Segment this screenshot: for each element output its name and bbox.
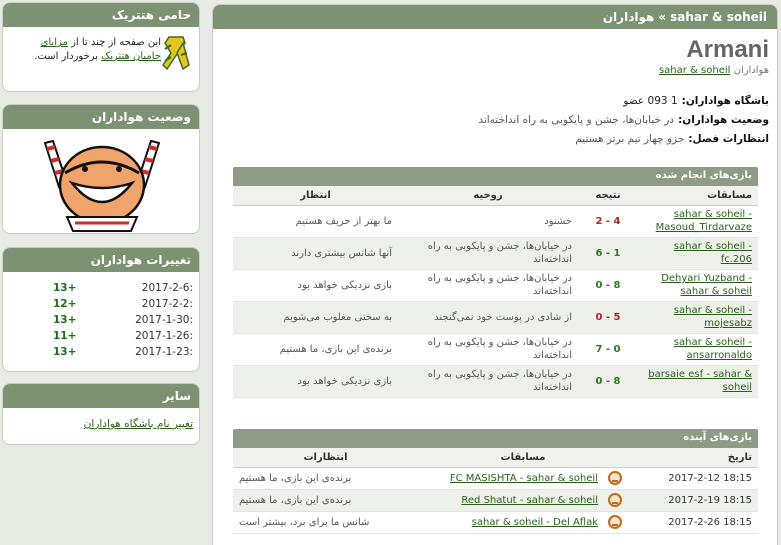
fan-changes-box bbox=[2, 247, 200, 372]
col-result: نتیجه bbox=[578, 186, 638, 205]
upcoming-match-row bbox=[233, 467, 758, 489]
fan-change-delta: +13 bbox=[53, 314, 77, 326]
played-match-mood: در خیابان‌ها، جشن و پایکوبی به راه انداخته‌اند bbox=[398, 333, 578, 365]
col-upcoming-expectations: انتظارات bbox=[233, 448, 418, 467]
played-match-score: 2 - 4 bbox=[578, 205, 638, 237]
fan-change-row bbox=[3, 328, 199, 344]
match-ball-icon bbox=[608, 471, 622, 485]
fan-change-date: 2017-2-6: bbox=[141, 282, 193, 294]
breadcrumb-separator: » bbox=[658, 10, 667, 24]
season-expectation-label: انتظارات فصل: bbox=[688, 133, 769, 145]
played-match-score: 0 - 8 bbox=[578, 365, 638, 397]
supporter-benefits-link[interactable]: مزایای حامیان هتتریک bbox=[40, 37, 161, 62]
fan-club-team-link[interactable]: sahar & soheil bbox=[658, 65, 731, 76]
fan-change-delta: +13 bbox=[53, 282, 77, 294]
upcoming-match-row bbox=[233, 489, 758, 511]
upcoming-match-date: 2017-2-26 18:15 bbox=[628, 511, 758, 533]
played-match-expectation: آنها شانس بیشتری دارند bbox=[233, 237, 398, 269]
played-match-score: 7 - 0 bbox=[578, 333, 638, 365]
played-match-link[interactable]: sahar & soheil - ansarronaldo bbox=[673, 337, 752, 361]
fan-change-row bbox=[3, 344, 199, 360]
played-match-row bbox=[233, 333, 758, 365]
fan-club-info bbox=[478, 95, 769, 152]
fan-mood-label: وضعیت هواداران: bbox=[678, 114, 769, 126]
col-matches: مسابقات bbox=[638, 186, 758, 205]
supporter-text-before: این صفحه از چند تا از bbox=[71, 37, 161, 48]
fan-mood-box bbox=[2, 104, 200, 234]
played-match-mood: از شادی در پوست خود نمی‌گنجند bbox=[398, 301, 578, 333]
fan-change-row bbox=[3, 296, 199, 312]
fan-mood-value: در خیابان‌ها، جشن و پایکوبی به راه انداخته‌اند bbox=[478, 114, 675, 126]
breadcrumb bbox=[213, 5, 777, 29]
played-match-expectation: به سختی مغلوب می‌شویم bbox=[233, 301, 398, 333]
fan-changes-table bbox=[3, 280, 199, 360]
fan-mood-cartoon-icon bbox=[27, 133, 177, 233]
fan-club-subtitle-label: هواداران bbox=[733, 65, 769, 76]
supporter-box-title: حامی هتتریک bbox=[3, 3, 199, 27]
played-match-score: 6 - 1 bbox=[578, 237, 638, 269]
played-match-link[interactable]: barsaie esf - sahar & soheil bbox=[648, 369, 752, 393]
upcoming-match-row bbox=[233, 511, 758, 533]
played-match-mood: خشنود bbox=[398, 205, 578, 237]
upcoming-match-date: 2017-2-19 18:15 bbox=[628, 489, 758, 511]
season-expectation-value: جزو چهار تیم برتر هستیم bbox=[575, 133, 685, 145]
supporter-text bbox=[13, 36, 161, 64]
other-box bbox=[2, 383, 200, 445]
main-panel bbox=[212, 4, 778, 545]
fan-change-date: 2017-1-23: bbox=[135, 346, 193, 358]
upcoming-match-link[interactable]: sahar & soheil - Del Aflak bbox=[471, 517, 598, 528]
played-matches-table bbox=[233, 186, 758, 398]
played-matches-title: بازی‌های انجام شده bbox=[233, 167, 758, 186]
col-upcoming-matches: مسابقات bbox=[418, 448, 628, 467]
breadcrumb-page: هواداران bbox=[602, 10, 655, 24]
rename-fan-club-link[interactable]: تغییر نام باشگاه هواداران bbox=[83, 418, 193, 430]
played-match-row bbox=[233, 301, 758, 333]
match-ball-icon bbox=[608, 493, 622, 507]
supporter-text-after: برخوردار است. bbox=[34, 51, 99, 62]
fan-change-date: 2017-1-30: bbox=[135, 314, 193, 326]
played-match-row bbox=[233, 365, 758, 397]
supporter-box bbox=[2, 2, 200, 92]
played-match-row bbox=[233, 237, 758, 269]
played-match-mood: در خیابان‌ها، جشن و پایکوبی به راه انداخته‌اند bbox=[398, 269, 578, 301]
upcoming-matches-table bbox=[233, 448, 758, 534]
fan-club-name: Armani bbox=[686, 36, 769, 63]
match-ball-icon bbox=[608, 515, 622, 529]
upcoming-match-expectation: شانس ما برای برد، بیشتر است bbox=[233, 511, 418, 533]
played-match-expectation: برنده‌ی این بازی، ما هستیم bbox=[233, 333, 398, 365]
fans-count-value: 1 093 عضو bbox=[623, 95, 678, 107]
upcoming-match-expectation: برنده‌ی این بازی، ما هستیم bbox=[233, 467, 418, 489]
played-match-score: 0 - 5 bbox=[578, 301, 638, 333]
fan-club-subtitle bbox=[659, 65, 769, 76]
fan-change-row bbox=[3, 312, 199, 328]
breadcrumb-club-link[interactable]: sahar & soheil bbox=[670, 10, 767, 24]
played-match-link[interactable]: sahar & soheil - mojesabz bbox=[673, 305, 752, 329]
upcoming-matches-title: بازی‌های آینده bbox=[233, 429, 758, 448]
fans-count-label: باشگاه هواداران: bbox=[681, 95, 769, 107]
fan-change-date: 2017-2-2: bbox=[141, 298, 193, 310]
supporter-scarf-icon bbox=[161, 35, 191, 73]
played-match-link[interactable]: sahar & soheil - fc.206 bbox=[673, 241, 752, 265]
played-match-expectation: ما بهتر از حریف هستیم bbox=[233, 205, 398, 237]
fan-changes-title: تغییرات هواداران bbox=[3, 248, 199, 272]
fan-change-row bbox=[3, 280, 199, 296]
col-mood: روحیه bbox=[398, 186, 578, 205]
col-date: تاریخ bbox=[628, 448, 758, 467]
played-match-link[interactable]: Dehyari Yuzband - sahar & soheil bbox=[661, 273, 752, 297]
fan-mood-title: وضعیت هواداران bbox=[3, 105, 199, 129]
upcoming-match-link[interactable]: FC MASISHTA - sahar & soheil bbox=[449, 473, 598, 484]
upcoming-match-link[interactable]: Red Shatut - sahar & soheil bbox=[461, 495, 598, 506]
fan-change-delta: +11 bbox=[53, 330, 77, 342]
played-match-mood: در خیابان‌ها، جشن و پایکوبی به راه انداخته‌اند bbox=[398, 365, 578, 397]
fan-change-delta: +12 bbox=[53, 298, 77, 310]
played-match-expectation: بازی نزدیکی خواهد بود bbox=[233, 269, 398, 301]
upcoming-match-expectation: برنده‌ی این بازی، ما هستیم bbox=[233, 489, 418, 511]
played-match-link[interactable]: sahar & soheil - Masoud_Tirdarvaze bbox=[655, 209, 752, 233]
played-match-mood: در خیابان‌ها، جشن و پایکوبی به راه انداخته‌اند bbox=[398, 237, 578, 269]
played-match-row bbox=[233, 269, 758, 301]
fan-change-date: 2017-1-26: bbox=[135, 330, 193, 342]
played-match-score: 0 - 8 bbox=[578, 269, 638, 301]
played-match-expectation: بازی نزدیکی خواهد بود bbox=[233, 365, 398, 397]
played-match-row bbox=[233, 205, 758, 237]
col-expectation: انتظار bbox=[233, 186, 398, 205]
other-title: سایر bbox=[3, 384, 199, 408]
upcoming-match-date: 2017-2-12 18:15 bbox=[628, 467, 758, 489]
fan-change-delta: +13 bbox=[53, 346, 77, 358]
